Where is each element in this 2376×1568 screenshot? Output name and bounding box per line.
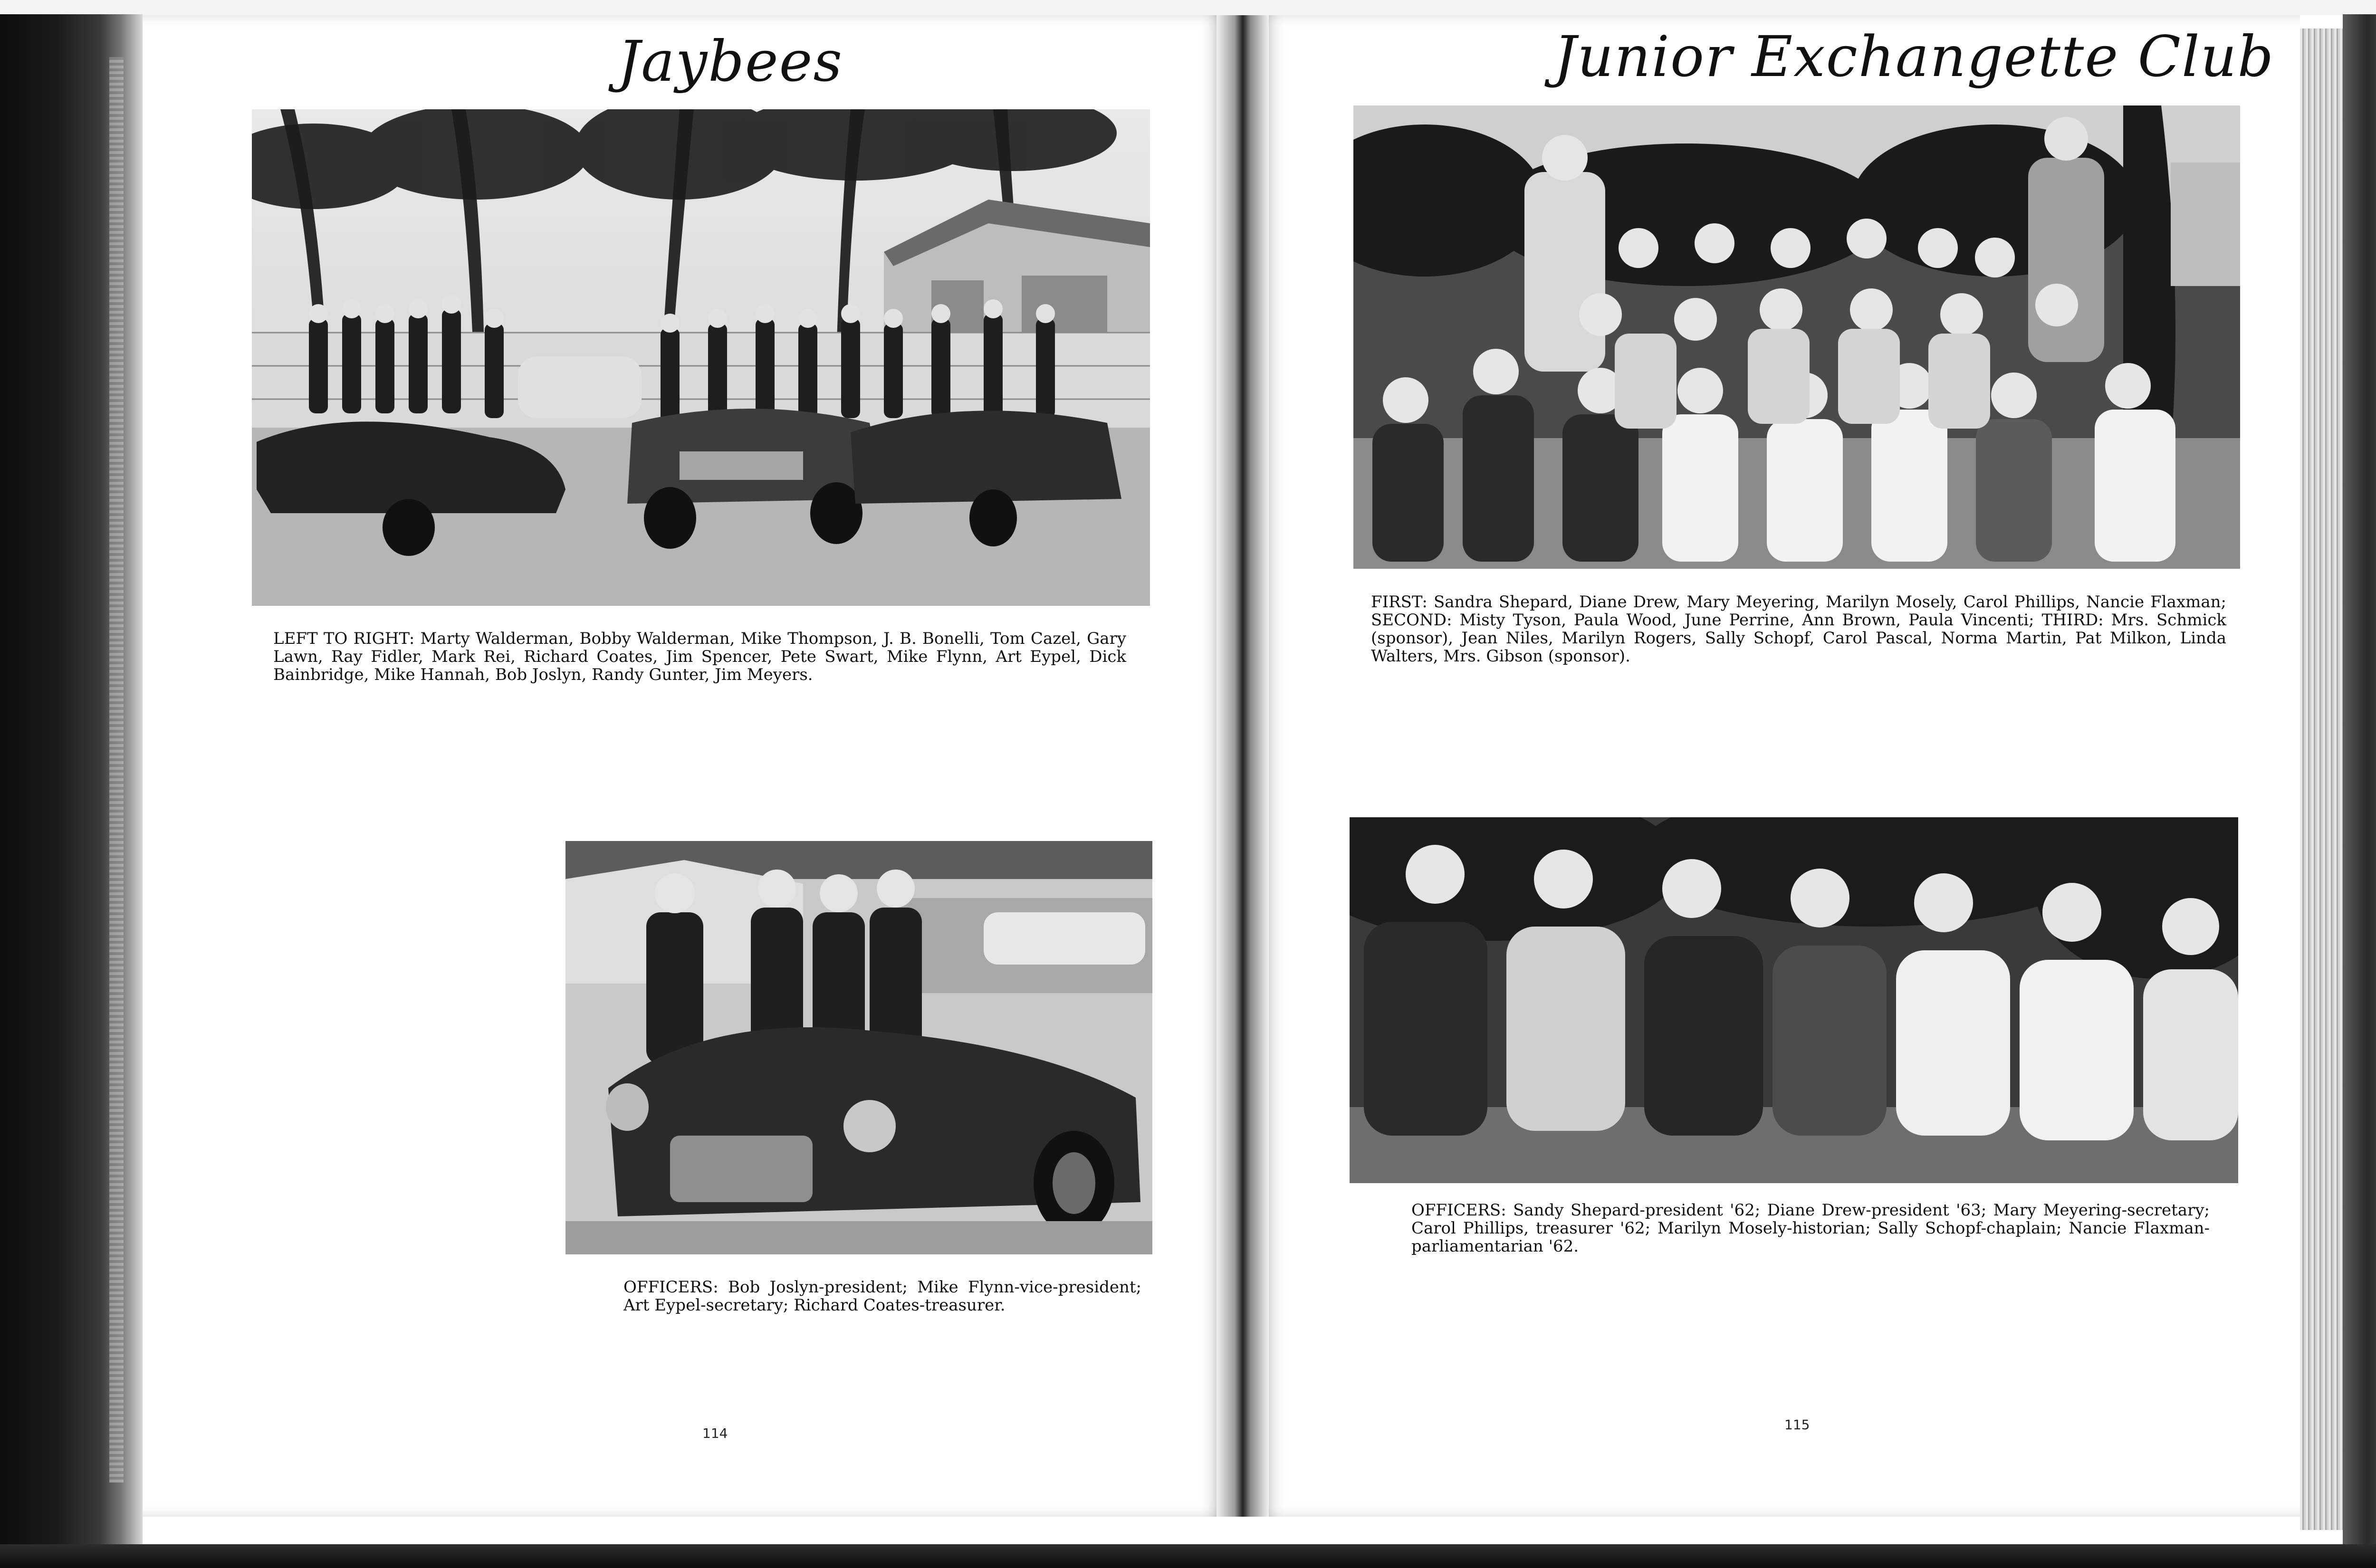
page-number-left: 114	[702, 1425, 728, 1441]
book-bottom-edge	[0, 1544, 2376, 1568]
book-gutter	[1217, 15, 1269, 1517]
book-cover-right	[2343, 14, 2376, 1554]
exchangette-officers-caption: OFFICERS: Sandy Shepard-president '62; Diane Drew-president '63; Mary Meyering-secretary; Carol Phillips, treasurer '62; Marilyn Mosely-historian; Sally Schopf-chaplain; Nancie Flaxman-parliamentarian '62.	[1411, 1201, 2210, 1256]
page-title-jaybees: Jaybees	[618, 29, 843, 94]
page-title-junior-exchangette-club: Junior Exchangette Club	[1554, 24, 2275, 89]
jaybees-group-caption: LEFT TO RIGHT: Marty Walderman, Bobby Walderman, Mike Thompson, J. B. Bonelli, Tom Cazel, Gary Lawn, Ray Fidler, Mark Rei, Richard Coates, Jim Spencer, Pete Swart, Mike Flynn, Art Eypel, Dick Bainbridge, Mike Hannah, Bob Joslyn, Randy Gunter, Jim Meyers.	[273, 629, 1126, 684]
book-page-edges-left	[109, 57, 124, 1482]
exchangette-officers-photo	[1350, 817, 2238, 1183]
book-page-edges-right	[2300, 29, 2343, 1530]
jaybees-officers-photo	[565, 841, 1152, 1254]
exchangette-group-photo	[1353, 105, 2240, 569]
jaybees-officers-caption: OFFICERS: Bob Joslyn-president; Mike Flynn-vice-president; Art Eypel-secretary; Richard Coates-treasurer.	[623, 1278, 1141, 1315]
exchangette-group-caption: FIRST: Sandra Shepard, Diane Drew, Mary Meyering, Marilyn Mosely, Carol Phillips, Nancie Flaxman; SECOND: Misty Tyson, Paula Wood, June Perrine, Ann Brown, Paula Vincenti; THIRD: Mrs. Schmick (sponsor), Jean Niles, Marilyn Rogers, Sally Schopf, Carol Pascal, Norma Martin, Pat Milkon, Linda Walters, Mrs. Gibson (sponsor).	[1371, 593, 2226, 666]
jaybees-group-photo	[252, 109, 1150, 606]
page-number-right: 115	[1784, 1417, 1810, 1433]
book-top-edge	[0, 0, 2376, 15]
